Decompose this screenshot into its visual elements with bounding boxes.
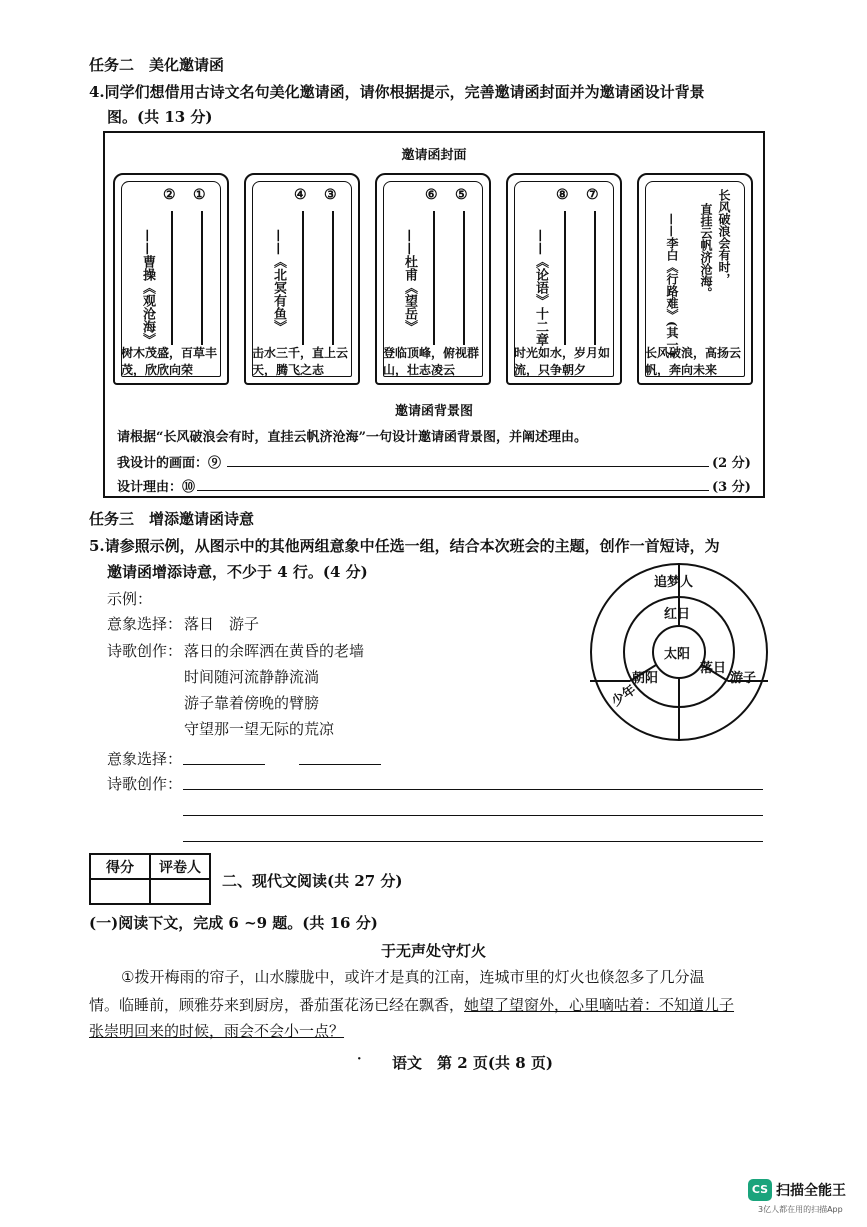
card5-bottom-text: 长风破浪，高扬云帆，奔向未来 bbox=[645, 346, 742, 377]
card2-bottom-text: 击水三千，直上云天，腾飞之志 bbox=[252, 346, 349, 377]
scanner-tagline: 3亿人都在用的扫描App bbox=[758, 1205, 843, 1214]
wheel-mid-label-2: 朝阳 bbox=[632, 671, 659, 686]
card1-bottom-text: 树木茂盛，百草丰茂，欣欣向荣 bbox=[121, 346, 218, 377]
reason-score: (3 分) bbox=[712, 480, 751, 495]
page-footer: 语文 第 2 页(共 8 页) bbox=[392, 1054, 553, 1072]
design-label: 我设计的画面：⑨ bbox=[117, 456, 222, 471]
imagery-wheel bbox=[590, 563, 768, 741]
cover-card-4 bbox=[506, 173, 622, 385]
q4-line2: 图。(共 13 分) bbox=[107, 108, 213, 126]
invitation-cover-box bbox=[103, 131, 765, 498]
blank-1-number: ① bbox=[193, 187, 206, 203]
q4-line1: 4.同学们想借用古诗文名句美化邀请函，请你根据提示，完善邀请函封面并为邀请函设计背景 bbox=[89, 83, 705, 101]
wheel-center-label: 太阳 bbox=[664, 647, 691, 662]
card3-bottom-text: 登临顶峰，俯视群山，壮志凌云 bbox=[383, 346, 480, 377]
poem-answer-line-2[interactable] bbox=[183, 815, 763, 816]
card5-poem-line2: 直挂云帆济沧海。 bbox=[699, 203, 713, 299]
imagery-answer-line-1[interactable] bbox=[183, 764, 265, 765]
card3-author: ——杜甫《望岳》 bbox=[402, 229, 417, 333]
blank-7-line bbox=[594, 211, 596, 345]
blank-4-number: ④ bbox=[294, 187, 307, 203]
blank-8-line bbox=[564, 211, 566, 345]
poem-label-answer: 诗歌创作： bbox=[107, 775, 183, 793]
card4-author: ——《论语》十二章 bbox=[533, 229, 548, 346]
reason-answer-line[interactable] bbox=[197, 490, 709, 491]
poem-line-1: 落日的余晖洒在黄昏的老墙 bbox=[184, 642, 365, 660]
article-p1-line2 bbox=[89, 994, 734, 1015]
blank-5-line bbox=[463, 211, 465, 345]
wheel-mid-label-1: 红日 bbox=[664, 607, 691, 622]
grader-cell[interactable] bbox=[150, 879, 210, 904]
imagery-label: 意象选择： bbox=[107, 615, 183, 633]
blank-4-line bbox=[302, 211, 304, 345]
design-score: (2 分) bbox=[712, 456, 751, 471]
blank-6-number: ⑥ bbox=[425, 187, 438, 203]
poem-answer-line-1[interactable] bbox=[183, 789, 763, 790]
cover-card-1 bbox=[113, 173, 229, 385]
card1-author: ——曹操《观沧海》 bbox=[140, 229, 155, 346]
wheel-outer-label-3: 游子 bbox=[730, 671, 757, 686]
background-prompt: 请根据“长风破浪会有时，直挂云帆济沧海”一句设计邀请函背景图，并阐述理由。 bbox=[117, 430, 587, 445]
cover-card-5 bbox=[637, 173, 753, 385]
task2-heading: 任务二 美化邀请函 bbox=[89, 56, 225, 74]
blank-3-line bbox=[332, 211, 334, 345]
scanner-app-name: 扫描全能王 bbox=[776, 1183, 846, 1199]
blank-7-number: ⑦ bbox=[586, 187, 599, 203]
wheel-outer-label-2: 少年 bbox=[609, 682, 640, 710]
card2-author: ——《北冥有鱼》 bbox=[271, 229, 286, 333]
q5-line1: 5.请参照示例，从图示中的其他两组意象中任选一组，结合本次班会的主题，创作一首短诗，为 bbox=[89, 537, 720, 555]
score-cell[interactable] bbox=[90, 879, 150, 904]
blank-2-line bbox=[171, 211, 173, 345]
imagery-answer-line-2[interactable] bbox=[299, 764, 381, 765]
cover-title: 邀请函封面 bbox=[401, 148, 467, 163]
blank-6-line bbox=[433, 211, 435, 345]
blank-8-number: ⑧ bbox=[556, 187, 569, 203]
poem-line-2: 时间随河流静静流淌 bbox=[184, 668, 320, 686]
poem-line-3: 游子靠着傍晚的臂膀 bbox=[184, 694, 320, 712]
score-table bbox=[89, 853, 211, 905]
underlined-sentence-part1: 她望了望窗外，心里嘀咕着：不知道儿子 bbox=[464, 996, 735, 1014]
score-header: 得分 bbox=[90, 854, 150, 879]
card4-bottom-text: 时光如水，岁月如流，只争朝夕 bbox=[514, 346, 611, 377]
article-p1-line1: ①拨开梅雨的帘子，山水朦胧中，或许才是真的江南，连城市里的灯火也倏忽多了几分温 bbox=[121, 968, 705, 986]
blank-3-number: ③ bbox=[324, 187, 337, 203]
blank-5-number: ⑤ bbox=[455, 187, 468, 203]
imagery-example: 落日 游子 bbox=[184, 615, 260, 633]
blank-1-line bbox=[201, 211, 203, 345]
underlined-sentence-part2: 张崇明回来的时候，雨会不会小一点？ bbox=[89, 1022, 345, 1040]
poem-answer-line-3[interactable] bbox=[183, 841, 763, 842]
design-answer-line[interactable] bbox=[227, 466, 709, 467]
article-title: 于无声处守灯火 bbox=[380, 942, 486, 960]
card5-poem-line1: 长风破浪会有时， bbox=[717, 189, 731, 285]
q5-line2: 邀请函增添诗意，不少于 4 行。(4 分) bbox=[107, 563, 368, 581]
imagery-label-answer: 意象选择： bbox=[107, 750, 183, 768]
wheel-outer-label-1: 追梦人 bbox=[654, 575, 694, 590]
grader-header: 评卷人 bbox=[150, 854, 210, 879]
example-label: 示例： bbox=[107, 590, 153, 608]
task3-heading: 任务三 增添邀请函诗意 bbox=[89, 510, 255, 528]
blank-2-number: ② bbox=[163, 187, 176, 203]
cover-card-2 bbox=[244, 173, 360, 385]
poem-label: 诗歌创作： bbox=[107, 642, 183, 660]
scanner-logo-icon: CS bbox=[748, 1179, 772, 1201]
poem-line-4: 守望那一望无际的荒凉 bbox=[184, 720, 335, 738]
background-title: 邀请函背景图 bbox=[394, 404, 473, 419]
reason-label: 设计理由：⑩ bbox=[117, 480, 196, 495]
section2-subtitle: (一)阅读下文，完成 6 ~9 题。(共 16 分) bbox=[89, 914, 378, 932]
wheel-mid-label-3: 落日 bbox=[700, 661, 727, 676]
article-p1-line2-a: 情。临睡前，顾雅芬来到厨房，番茄蛋花汤已经在飘香， bbox=[89, 996, 465, 1014]
card5-author: ——李白《行路难》(其一) bbox=[665, 213, 679, 357]
cover-card-3 bbox=[375, 173, 491, 385]
footer-mark: · bbox=[357, 1052, 362, 1067]
section2-title: 二、现代文阅读(共 27 分) bbox=[222, 872, 403, 890]
